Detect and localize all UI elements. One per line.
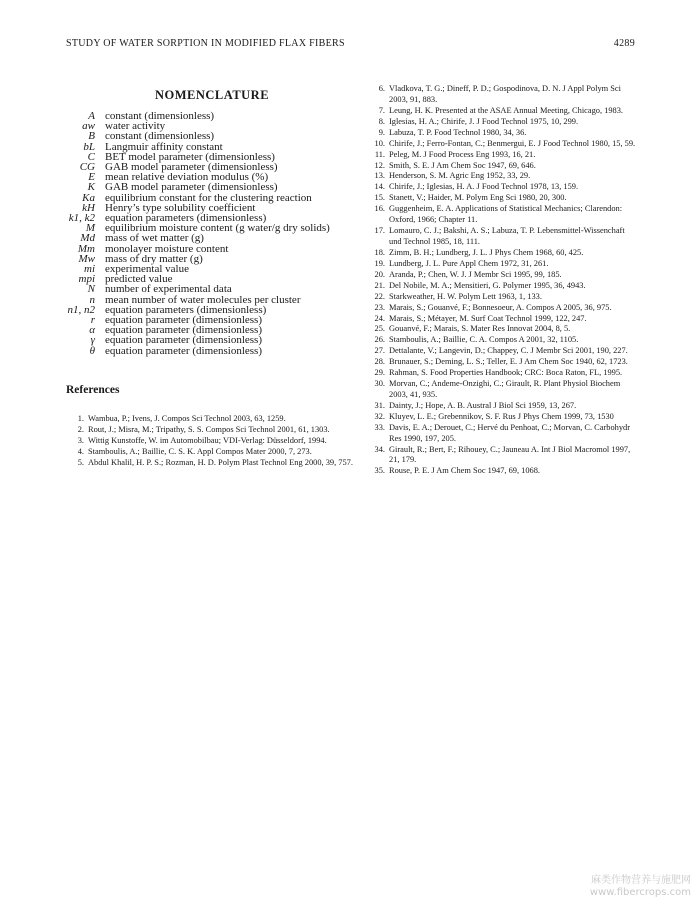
reference-entry (363, 128, 639, 139)
reference-entry (363, 117, 639, 128)
reference-text: Iglesias, H. A.; Chirife, J. J Food Technol 1975, 10, 299. (389, 116, 579, 126)
reference-text: Zimm, B. H.; Lundberg, J. L. J Phys Chem 1968, 60, 425. (389, 247, 584, 257)
reference-number: 4. (77, 446, 84, 456)
nomenclature-definition: equilibrium moisture content (g water/g dry solids) (105, 222, 330, 235)
nomenclature-definition: monolayer moisture content (105, 242, 229, 255)
reference-entry (363, 248, 639, 259)
nomenclature-definition: mass of wet matter (g) (105, 232, 204, 245)
nomenclature-symbol: bL (83, 140, 95, 153)
nomenclature-symbol: Mm (77, 242, 95, 255)
nomenclature-title: NOMENCLATURE (154, 88, 270, 102)
reference-number: 7. (378, 105, 385, 115)
reference-text: Dainty, J.; Hope, A. B. Austral J Biol Sci 1959, 13, 267. (389, 400, 577, 410)
reference-entry (62, 458, 362, 469)
reference-entry (363, 335, 639, 346)
reference-entry (363, 423, 639, 444)
reference-text: Wittig Kunstoffe, W. im Automobilbau; VDI-Verlag: Düsseldorf, 1994. (88, 435, 327, 445)
reference-text: Stamboulis, A.; Baillie, C. A. Compos A 2001, 32, 1105. (389, 335, 579, 345)
reference-text: Kluyev, L. E.; Grebennikov, S. F. Rus J Phys Chem 1999, 73, 1530 (389, 411, 614, 421)
reference-number: 33. (374, 422, 385, 432)
nomenclature-symbol: N (87, 283, 95, 296)
nomenclature-symbol: Mw (78, 252, 95, 265)
reference-text: Guggenheim, E. A. Applications of Statistical Mechanics; Clarendon: Oxford, 1966; Chapter 11. (389, 204, 623, 225)
nomenclature-definition: equation parameter (dimensionless) (105, 324, 263, 337)
nomenclature-symbol: Ka (82, 191, 95, 204)
reference-text: Rahman, S. Food Properties Handbook; CRC: Boca Raton, FL, 1995. (389, 368, 623, 378)
reference-text: Rouse, P. E. J Am Chem Soc 1947, 69, 1068. (389, 466, 540, 476)
site-watermark (590, 875, 691, 899)
reference-text: Marais, S.; Métayer, M. Surf Coat Technol 1999, 122, 247. (389, 313, 587, 323)
reference-entry (363, 379, 639, 400)
nomenclature-symbol: mi (84, 263, 95, 276)
reference-number: 25. (374, 324, 385, 334)
nomenclature-definition: number of experimental data (105, 283, 232, 296)
nomenclature-definition: equation parameters (dimensionless) (105, 303, 267, 316)
reference-entry (363, 270, 639, 281)
right-column (363, 84, 639, 477)
reference-entry (363, 171, 639, 182)
nomenclature-symbol: mpi (78, 273, 95, 286)
nomenclature-list (62, 111, 362, 356)
reference-entry (62, 425, 362, 436)
reference-number: 22. (374, 291, 385, 301)
reference-number: 26. (374, 335, 385, 345)
reference-text: Labuza, T. P. Food Technol 1980, 34, 36. (389, 127, 527, 137)
reference-number: 11. (374, 149, 385, 159)
reference-entry (363, 466, 639, 477)
reference-entry (363, 314, 639, 325)
reference-number: 17. (374, 226, 385, 236)
reference-text: Dettalante, V.; Langevin, D.; Chappey, C. J Membr Sci 2001, 190, 227. (389, 346, 628, 356)
running-title: STUDY OF WATER SORPTION IN MODIFIED FLAX FIBERS (66, 38, 345, 49)
nomenclature-symbol: CG (79, 161, 95, 174)
nomenclature-definition: mean relative deviation modulus (%) (105, 171, 269, 184)
nomenclature-symbol: n1, n2 (67, 303, 95, 316)
reference-text: Chirife, J.; Iglesias, H. A. J Food Technol 1978, 13, 159. (389, 182, 579, 192)
nomenclature-definition: Henry’s type solubility coefficient (105, 201, 256, 214)
nomenclature-definition: equation parameter (dimensionless) (105, 344, 263, 357)
nomenclature-symbol: B (88, 130, 95, 143)
nomenclature-definition: GAB model parameter (dimensionless) (105, 161, 278, 174)
reference-entry (363, 445, 639, 466)
reference-entry (363, 303, 639, 314)
nomenclature-entry (62, 346, 362, 356)
reference-entry (363, 368, 639, 379)
reference-number: 23. (374, 302, 385, 312)
reference-number: 29. (374, 368, 385, 378)
reference-number: 21. (374, 280, 385, 290)
reference-entry (363, 193, 639, 204)
nomenclature-definition: mean number of water molecules per cluster (105, 293, 301, 306)
reference-text: Peleg, M. J Food Process Eng 1993, 16, 21. (389, 149, 536, 159)
reference-entry (363, 150, 639, 161)
references-heading: References (66, 383, 120, 396)
reference-number: 5. (77, 457, 84, 467)
reference-text: Lomauro, C. J.; Bakshi, A. S.; Labuza, T. P. Lebensmittel-Wissenchaft und Technol 1985, 18, 111. (389, 226, 625, 246)
reference-entry (363, 161, 639, 172)
reference-entry (363, 401, 639, 412)
reference-number: 32. (374, 411, 385, 421)
reference-text: Vladkova, T. G.; Dineff, P. D.; Gospodinova, D. N. J Appl Polym Sci 2003, 91, 883. (389, 84, 621, 104)
reference-entry (363, 204, 639, 225)
reference-number: 31. (374, 400, 385, 410)
nomenclature-symbol: A (88, 110, 95, 122)
reference-entry (62, 447, 362, 458)
reference-text: Stamboulis, A.; Baillie, C. S. K. Appl Compos Mater 2000, 7, 273. (88, 446, 312, 456)
reference-text: Rout, J.; Misra, M.; Tripathy, S. S. Compos Sci Technol 2001, 61, 1303. (88, 424, 330, 434)
nomenclature-definition: equation parameters (dimensionless) (105, 212, 267, 225)
reference-entry (363, 412, 639, 423)
reference-entry (363, 324, 639, 335)
reference-number: 6. (378, 84, 385, 93)
reference-number: 12. (374, 160, 385, 170)
nomenclature-symbol: n (89, 293, 95, 306)
reference-number: 13. (374, 171, 385, 181)
nomenclature-definition: equilibrium constant for the clustering reaction (105, 191, 312, 204)
reference-number: 3. (77, 435, 84, 445)
nomenclature-symbol: K (87, 181, 95, 194)
nomenclature-definition: mass of dry matter (g) (105, 252, 203, 265)
references-list-left (62, 414, 362, 469)
nomenclature-symbol: kH (82, 201, 95, 214)
reference-text: Leung, H. K. Presented at the ASAE Annual Meeting, Chicago, 1983. (389, 105, 623, 115)
reference-entry (363, 281, 639, 292)
nomenclature-definition: BET model parameter (dimensionless) (105, 150, 275, 163)
nomenclature-symbol: k1, k2 (68, 212, 95, 225)
reference-entry (62, 414, 362, 425)
reference-number: 20. (374, 269, 385, 279)
reference-number: 18. (374, 247, 385, 257)
nomenclature-definition: equation parameter (dimensionless) (105, 314, 263, 327)
reference-number: 8. (378, 116, 385, 126)
reference-text: Lundberg, J. L. Pure Appl Chem 1972, 31, 261. (389, 258, 549, 268)
nomenclature-definition: experimental value (105, 263, 189, 276)
nomenclature-symbol: α (89, 324, 95, 337)
running-header (66, 38, 635, 49)
reference-number: 27. (374, 346, 385, 356)
reference-number: 2. (77, 424, 84, 434)
nomenclature-definition: constant (dimensionless) (105, 130, 215, 143)
reference-entry (363, 357, 639, 368)
reference-number: 16. (374, 204, 385, 214)
reference-text: Stanett, V.; Haider, M. Polym Eng Sci 1980, 20, 300. (389, 193, 567, 203)
page-number: 4289 (613, 38, 635, 49)
reference-entry (363, 182, 639, 193)
reference-text: Del Nobile, M. A.; Mensitieri, G. Polymer 1995, 36, 4943. (389, 280, 586, 290)
reference-entry (363, 139, 639, 150)
reference-number: 10. (374, 138, 385, 148)
nomenclature-definition: water activity (105, 120, 166, 133)
reference-text: Gouanvé, F.; Marais, S. Mater Res Innovat 2004, 8, 5. (389, 324, 571, 334)
reference-number: 34. (374, 444, 385, 454)
nomenclature-symbol: r (90, 314, 95, 327)
reference-text: Girault, R.; Bert, F.; Rihouey, C.; Jauneau A. Int J Biol Macromol 1997, 21, 179. (389, 444, 631, 465)
reference-text: Wambua, P.; Ivens, J. Compos Sci Technol 2003, 63, 1259. (88, 413, 286, 423)
reference-entry (62, 436, 362, 447)
references-list-right (363, 84, 639, 477)
reference-text: Henderson, S. M. Agric Eng 1952, 33, 29. (389, 171, 531, 181)
reference-text: Morvan, C.; Andeme-Onzighi, C.; Girault, R. Plant Physiol Biochem 2003, 41, 935. (389, 379, 621, 399)
reference-number: 30. (374, 379, 385, 389)
nomenclature-definition: constant (dimensionless) (105, 110, 215, 122)
watermark-line-2: www.fibercrops.com (589, 887, 691, 898)
reference-entry (363, 106, 639, 117)
reference-text: Starkweather, H. W. Polym Lett 1963, 1, 133. (389, 291, 542, 301)
nomenclature-symbol: E (88, 171, 95, 184)
reference-text: Aranda, P.; Chen, W. J. J Membr Sci 1995, 99, 185. (389, 269, 562, 279)
reference-number: 19. (374, 258, 385, 268)
reference-text: Abdul Khalil, H. P. S.; Rozman, H. D. Polym Plast Technol Eng 2000, 39, 757. (88, 457, 353, 467)
reference-text: Brunauer, S.; Deming, L. S.; Teller, E. J Am Chem Soc 1940, 62, 1723. (389, 357, 628, 367)
reference-number: 15. (374, 193, 385, 203)
nomenclature-definition: GAB model parameter (dimensionless) (105, 181, 278, 194)
reference-entry (363, 84, 639, 105)
nomenclature-definition: Langmuir affinity constant (105, 140, 223, 153)
reference-text: Chirife, J.; Ferro-Fontan, C.; Benmergui, E. J Food Technol 1980, 15, 59. (389, 138, 636, 148)
reference-number: 35. (374, 466, 385, 476)
nomenclature-symbol: γ (90, 334, 95, 347)
reference-number: 24. (374, 313, 385, 323)
reference-number: 1. (77, 413, 84, 423)
nomenclature-symbol: C (87, 150, 95, 163)
nomenclature-definition: predicted value (105, 273, 173, 286)
nomenclature-symbol: aw (82, 120, 95, 133)
nomenclature-symbol: Md (80, 232, 95, 245)
reference-number: 14. (374, 182, 385, 192)
reference-text: Smith, S. E. J Am Chem Soc 1947, 69, 646. (389, 160, 536, 170)
nomenclature-definition: equation parameter (dimensionless) (105, 334, 263, 347)
watermark-line-1: 麻类作物营养与施肥网 (591, 875, 691, 886)
reference-number: 9. (378, 127, 385, 137)
reference-text: Davis, E. A.; Derouet, C.; Hervé du Penhoat, C.; Morvan, C. Carbohydr Res 1990, 197, 205. (389, 422, 630, 443)
left-column (62, 84, 362, 469)
reference-entry (363, 292, 639, 303)
nomenclature-symbol: θ (89, 344, 95, 357)
reference-entry (363, 259, 639, 270)
reference-entry (363, 226, 639, 247)
nomenclature-symbol: M (85, 222, 95, 235)
reference-text: Marais, S.; Gouanvé, F.; Bonnesoeur, A. Compos A 2005, 36, 975. (389, 302, 612, 312)
reference-entry (363, 346, 639, 357)
reference-number: 28. (374, 357, 385, 367)
